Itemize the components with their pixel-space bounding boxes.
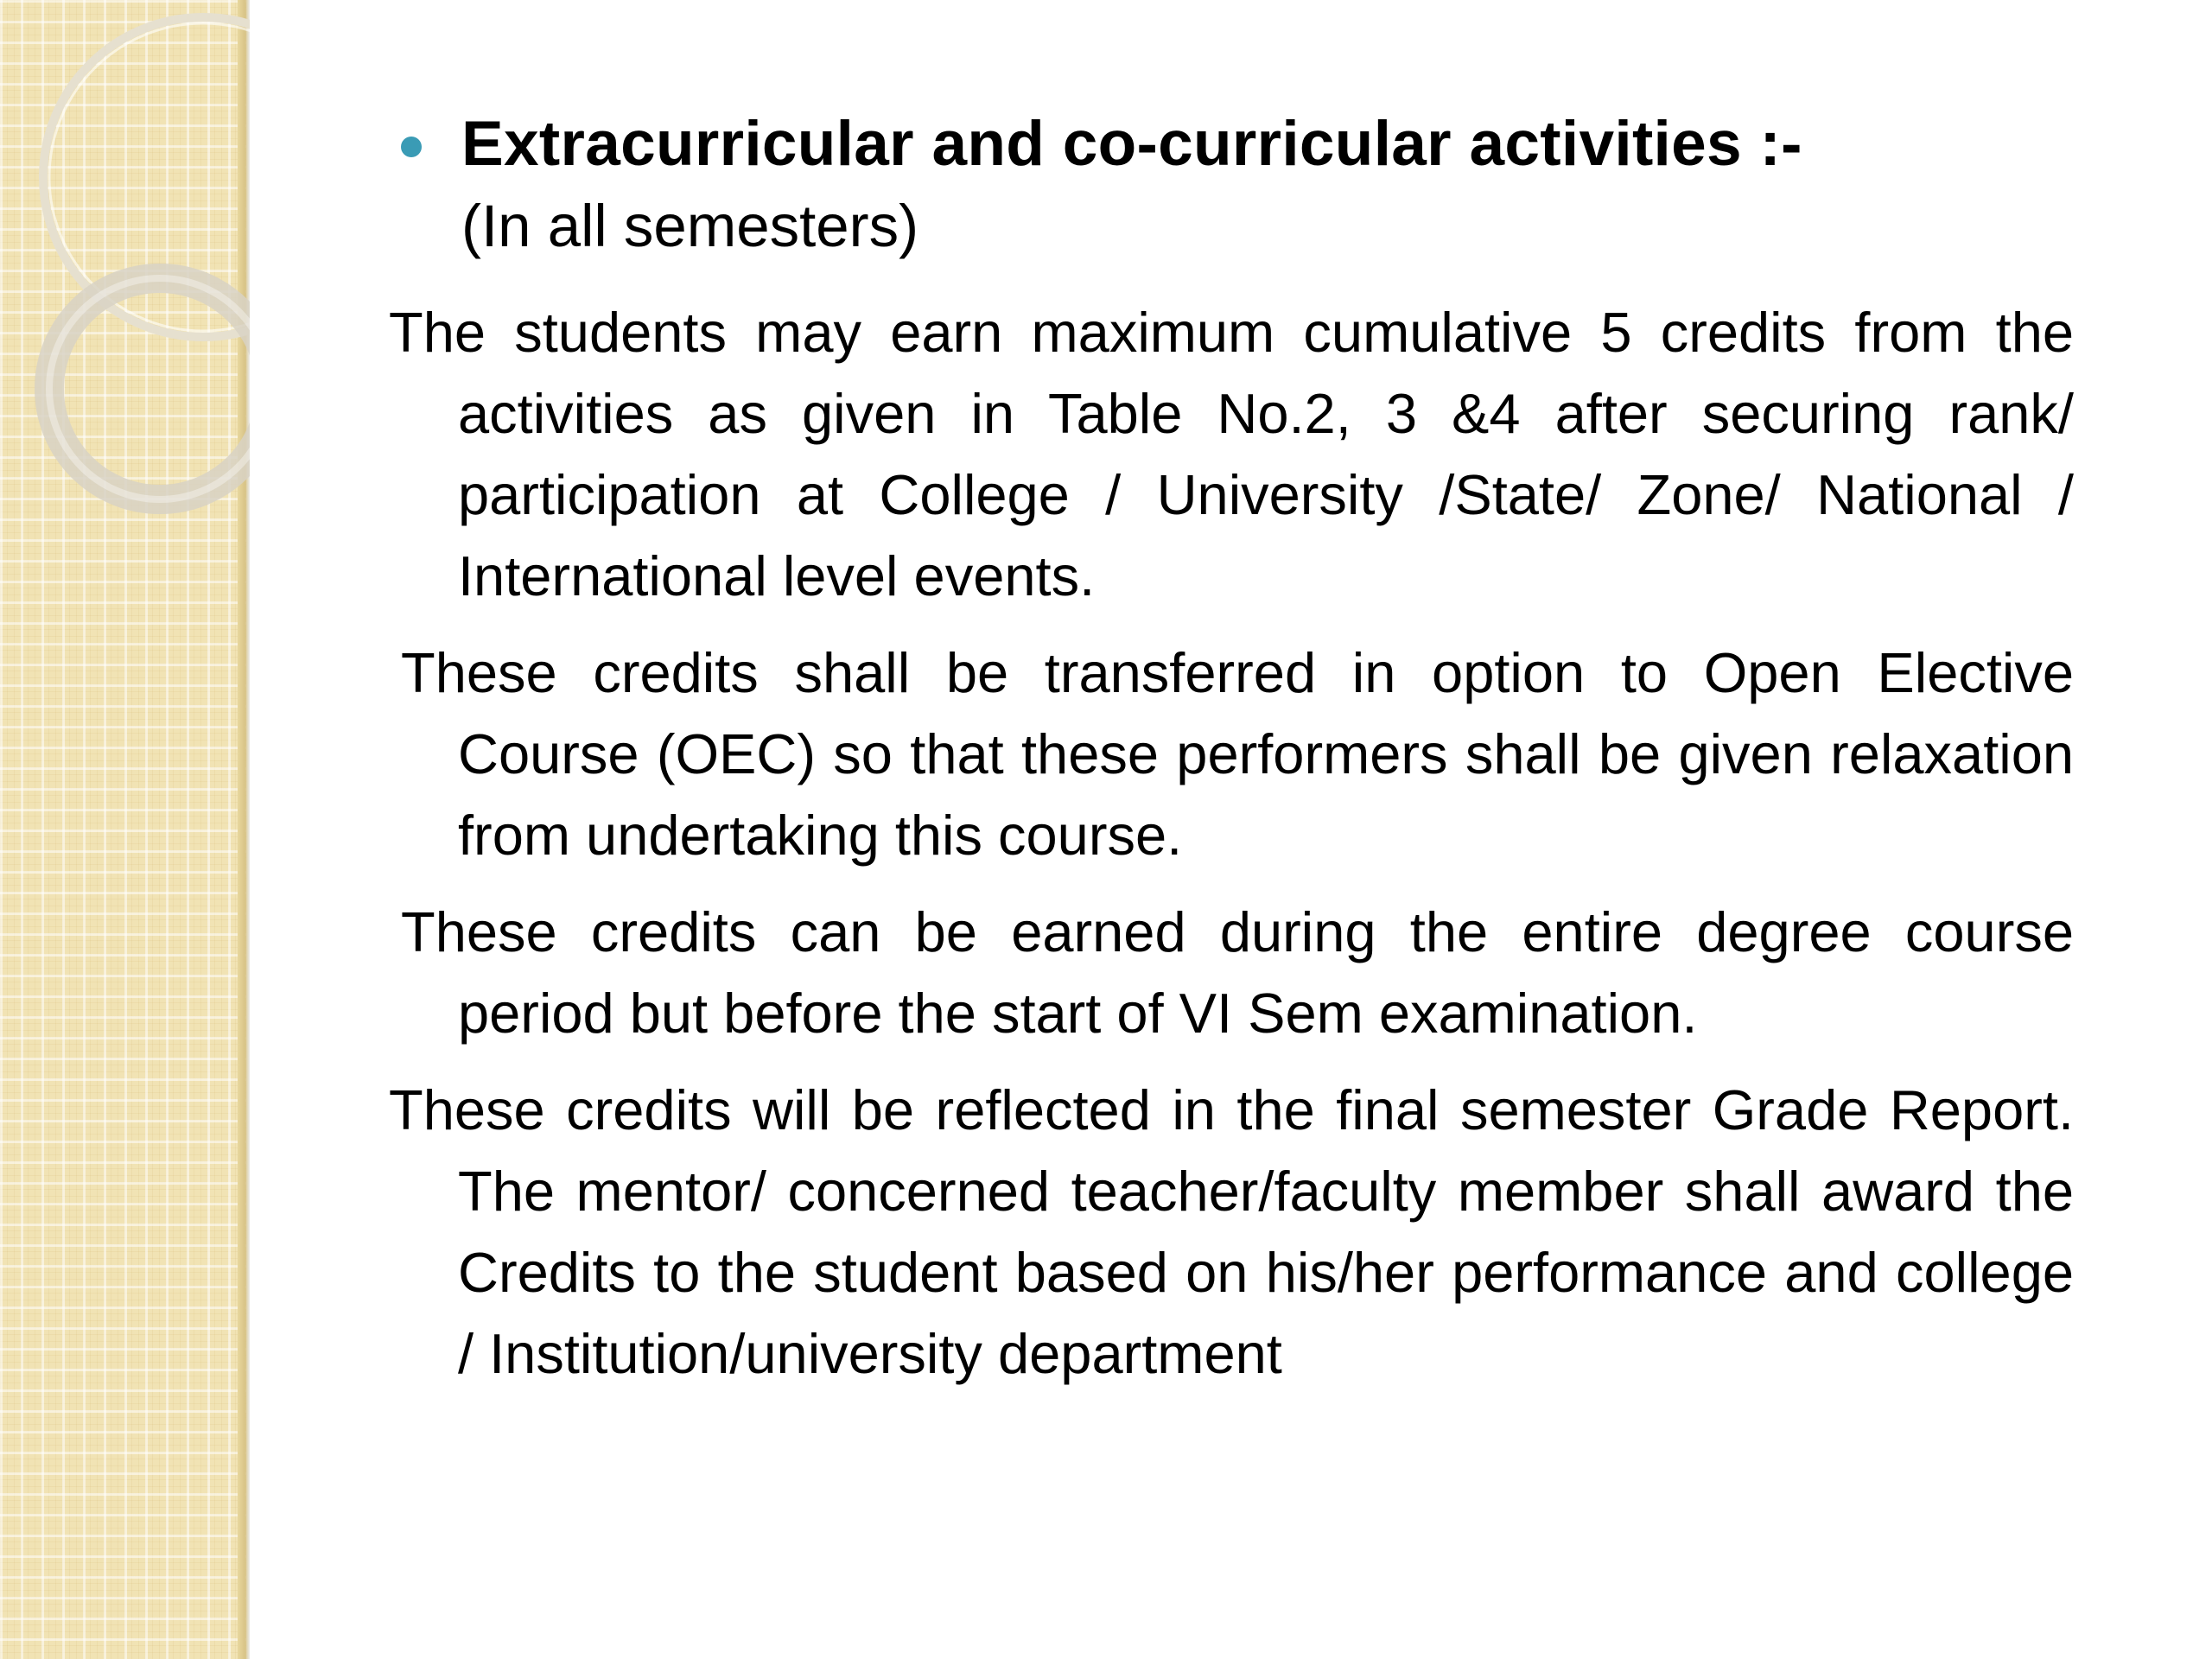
paragraph-credits: The students may earn maximum cumulative 5 credits from the activities as given in Table No.2, 3 &4 after securing rank/ participation at College / University /State/ Zone/ National / International level events. — [389, 301, 2074, 607]
paragraph-transfer: These credits shall be transferred in option to Open Elective Course (OEC) so that these performers shall be given relaxation from undertaking this course. — [401, 641, 2074, 867]
paragraph-grade-report: These credits will be reflected in the final semester Grade Report. The mentor/ concerned teacher/faculty member shall award the Credits to the student based on his/her performance and college / Institution/university department — [389, 1078, 2074, 1385]
heading-subtitle: (In all semesters) — [461, 193, 919, 259]
bullet-dot-icon — [401, 137, 422, 157]
rings-graphic — [0, 0, 250, 605]
bullet-heading — [389, 102, 2074, 266]
slide-content — [389, 102, 2074, 1410]
heading-title: Extracurricular and co-curricular activities :- — [461, 109, 1802, 179]
paragraph-earning-period: These credits can be earned during the entire degree course period but before the start of VI Sem examination. — [401, 900, 2074, 1045]
decorative-rings — [0, 0, 250, 605]
